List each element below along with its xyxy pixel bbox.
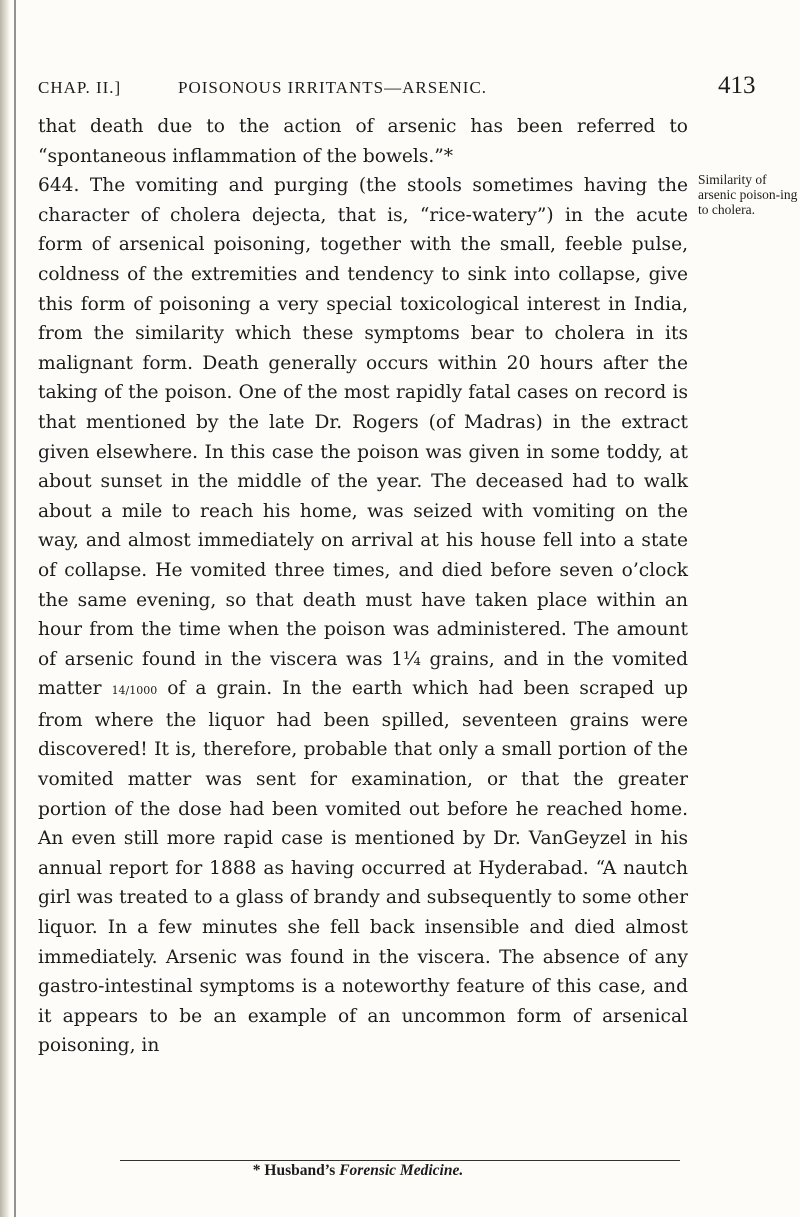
body-text bbox=[38, 112, 688, 1061]
fraction: 14/1000 bbox=[111, 684, 158, 698]
paragraph-644-part-a: The vomiting and purging (the stools sometimes having the character of cholera dejecta, that is, “rice-watery”) in the acute form of arsenical poisoning, together with the small, feeble pulse, coldness of the extremities and tendency to sink into collapse, give this form of poisoning a very special toxicological interest in India, from the similarity which these symptoms bear to cholera in its malignant form. Death generally occurs within 20 hours after the taking of the poison. One of the most rapidly fatal cases on record is that mentioned by the late Dr. Rogers (of Madras) in the extract given elsewhere. In this case the poison was given in some toddy, at about sunset in the middle of the year. The deceased had to walk about a mile to reach his home, was seized with vomiting on the way, and almost immediately on arrival at his house fell into a state of collapse. He vomited three times, and died before seven o’clock the same evening, so that death must have taken place within an hour from the time when the poison was administered. The amount of arsenic found in the viscera was 1¼ grains, and in the vomited matter bbox=[38, 175, 688, 700]
page-binding-edge bbox=[0, 0, 10, 1217]
footnote bbox=[38, 1162, 678, 1180]
page-number: 413 bbox=[718, 72, 756, 99]
footnote-rule bbox=[120, 1160, 680, 1161]
paragraph-number: 644. bbox=[38, 175, 80, 197]
paragraph-644 bbox=[38, 171, 688, 1061]
page-binding-line bbox=[14, 0, 16, 1217]
chapter-label: CHAP. II.] bbox=[38, 78, 122, 97]
running-title: POISONOUS IRRITANTS—ARSENIC. bbox=[178, 78, 488, 97]
footnote-marker: * Husband’s bbox=[252, 1162, 336, 1179]
paragraph-644-part-b: of a grain. In the earth which had been scraped up from where the liquor had been spilled, seventeen grains were discovered! It is, therefore, probable that only a small portion of the vomited matter was sent for examination, or that the greater portion of the dose had been vomited out before he reached home. An even still more rapid case is mentioned by Dr. VanGeyzel in his annual report for 1888 as having occurred at Hyderabad. “A nautch girl was treated to a glass of brandy and subsequently to some other liquor. In a few minutes she fell back insensible and died almost immediately. Arsenic was found in the viscera. The absence of any gastro-intestinal symptoms is a noteworthy feature of this case, and it appears to be an example of an uncommon form of arsenical poisoning, in bbox=[38, 678, 688, 1057]
paragraph-intro: that death due to the action of arsenic has been referred to “spontaneous inflammation of the bowels.”* bbox=[38, 116, 688, 167]
footnote-title: Forensic Medicine. bbox=[339, 1162, 464, 1179]
margin-note: Similarity of arsenic poison-ing to cholera. bbox=[698, 172, 798, 217]
